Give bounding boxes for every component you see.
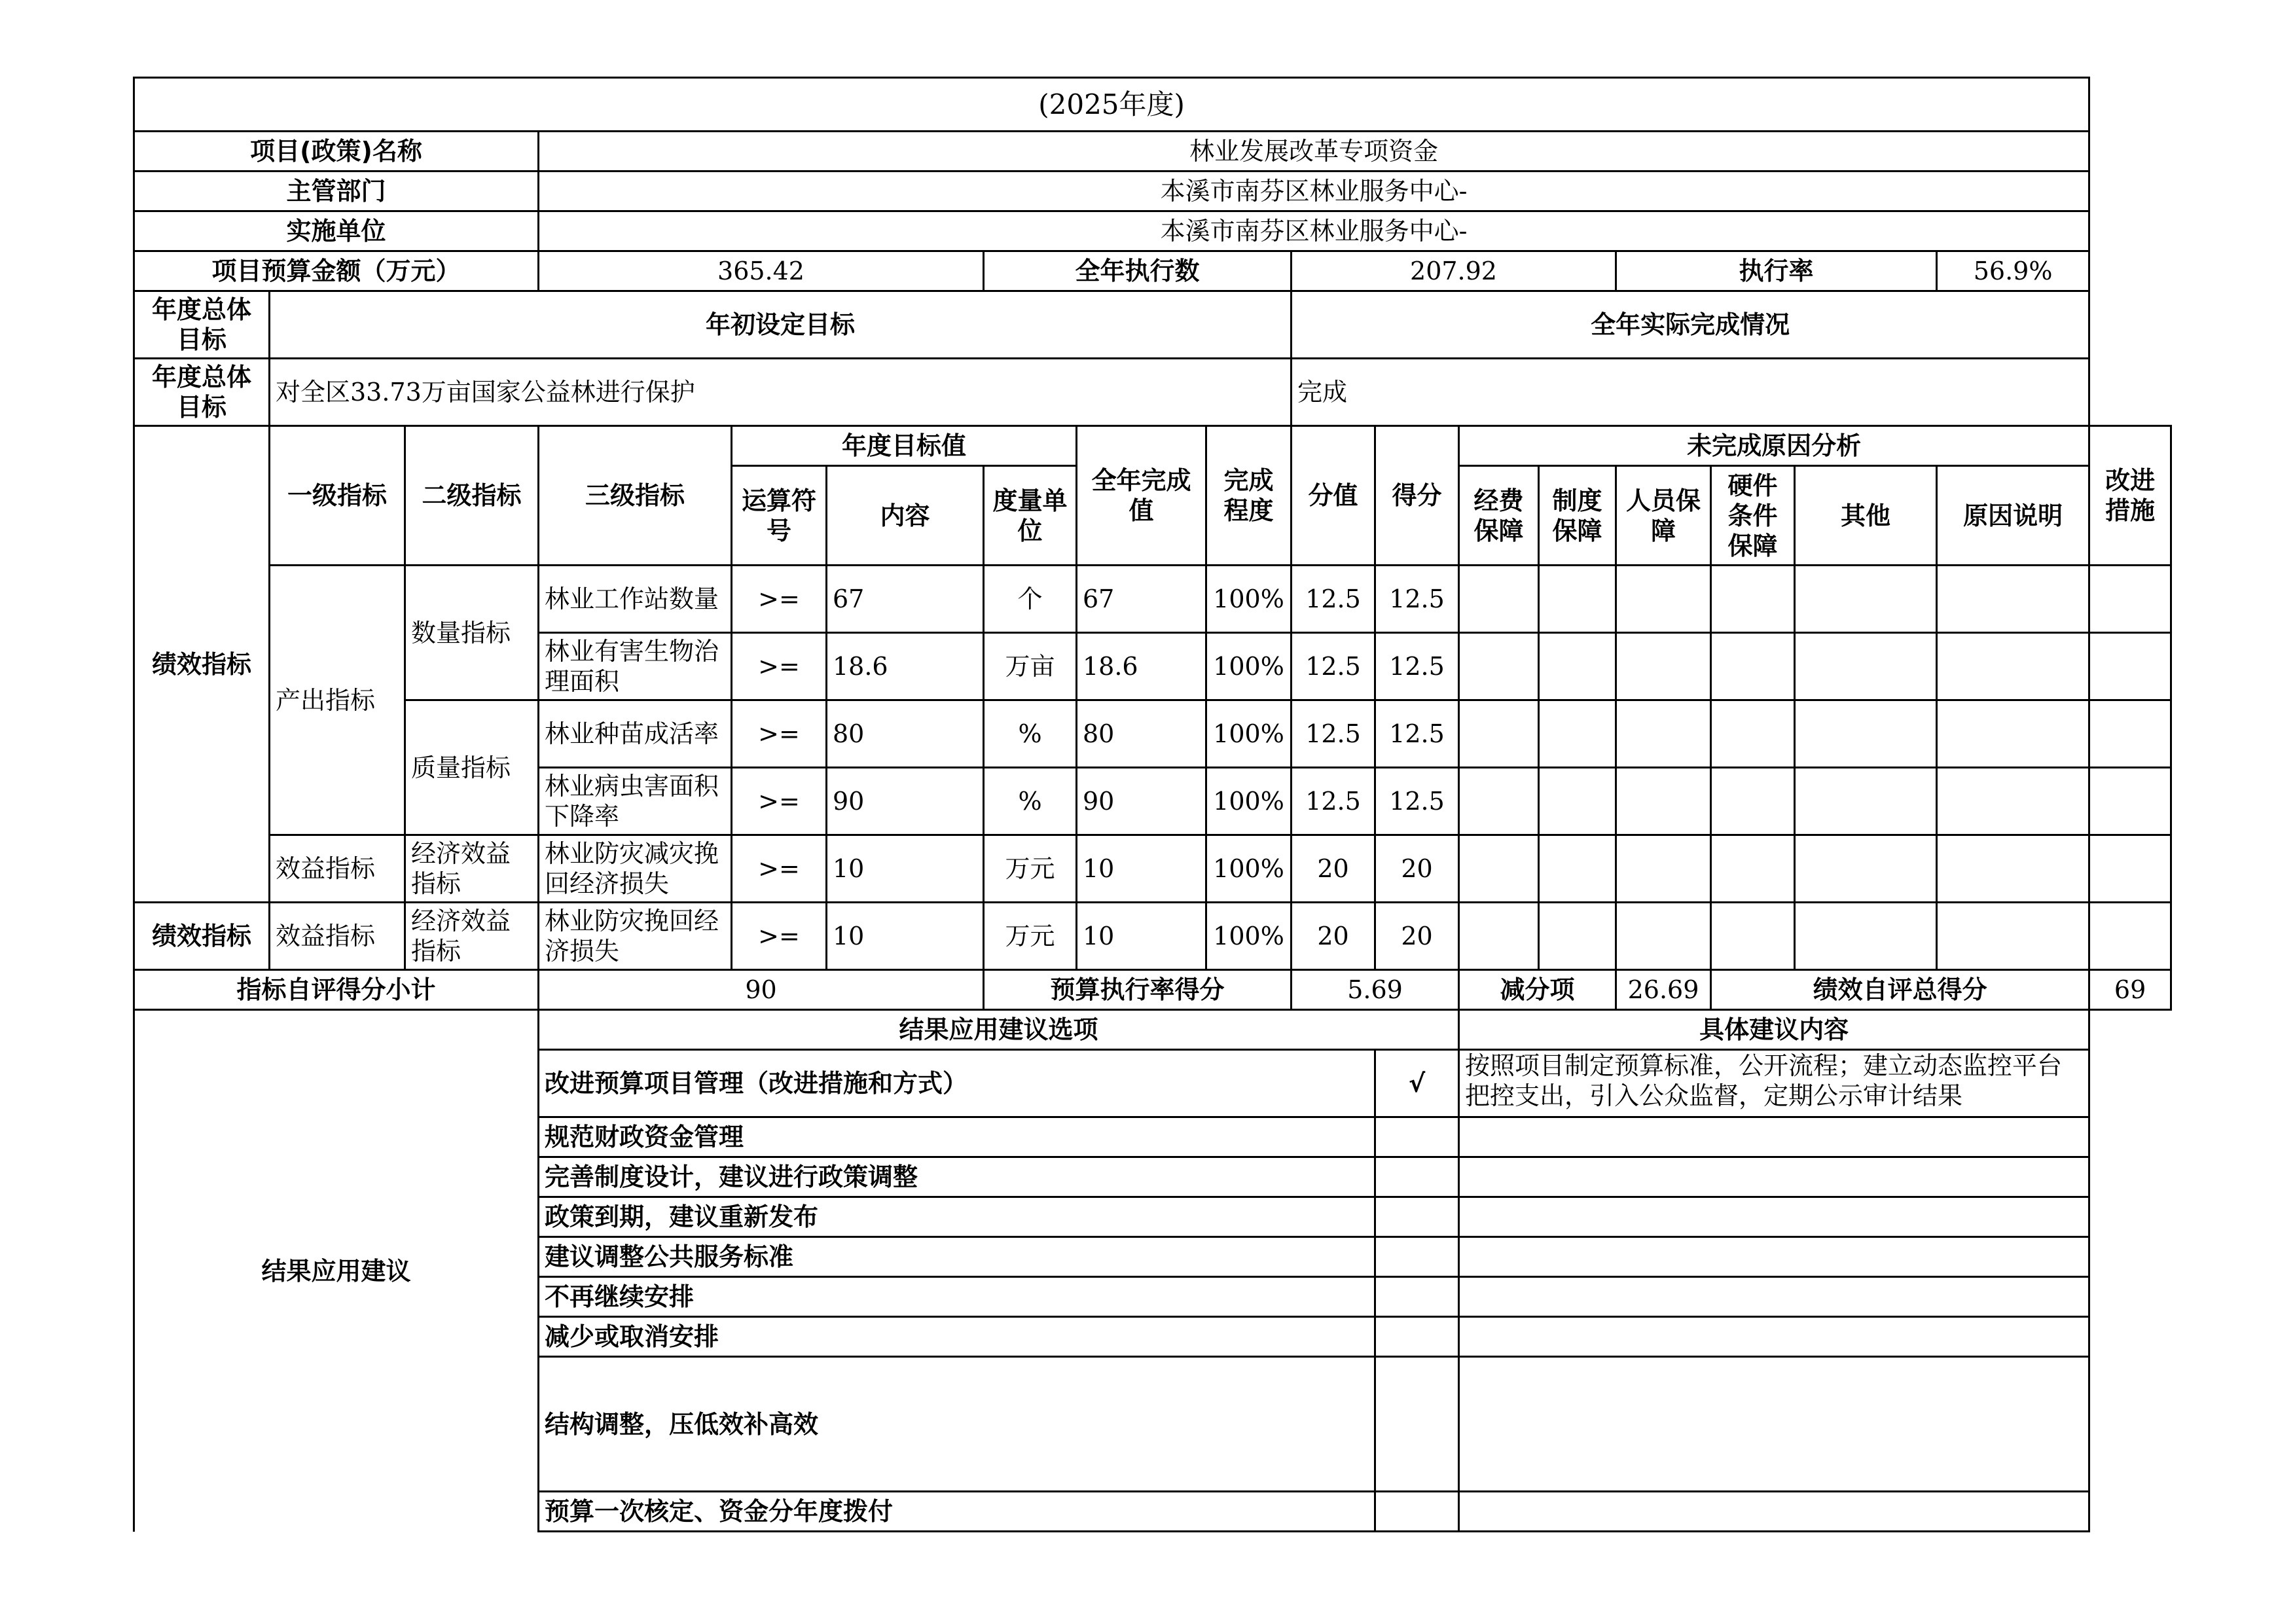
output-indicator-label: 产出指标 [270,566,405,835]
operator-cell: >= [732,835,827,903]
total-score-label: 绩效自评总得分 [1711,970,2089,1010]
empty-cell [1795,835,1937,903]
result-option-detail [1459,1237,2089,1277]
score-value-cell: 12.5 [1292,633,1375,700]
result-option-label: 完善制度设计，建议进行政策调整 [539,1157,1375,1197]
quantity-indicator-label: 数量指标 [405,566,539,700]
level3-cell: 林业防灾挽回经济损失 [539,903,732,970]
result-option-detail [1459,1197,2089,1237]
result-option-label: 政策到期，建议重新发布 [539,1197,1375,1237]
result-option-label: 改进预算项目管理（改进措施和方式） [539,1050,1375,1117]
goal-set-header: 年初设定目标 [270,291,1292,359]
completion-header: 完成程度 [1206,426,1292,566]
unit-cell: % [984,700,1077,768]
level2-header: 二级指标 [405,426,539,566]
empty-cell [2089,566,2171,633]
result-option-check [1375,1157,1459,1197]
empty-cell [1459,566,1539,633]
operator-cell: >= [732,566,827,633]
econ-benefit-label-2: 经济效益指标 [405,903,539,970]
report-year-title: (2025年度) [134,78,2089,132]
empty-cell [1711,768,1795,835]
project-name-value: 林业发展改革专项资金 [539,132,2089,171]
actual-cell: 90 [1077,768,1206,835]
goal-actual-value: 完成 [1292,359,2089,426]
unit-cell: 万亩 [984,633,1077,700]
system-header: 制度保障 [1539,466,1616,566]
result-option-check [1375,1317,1459,1357]
rate-label: 执行率 [1616,251,1937,291]
content-cell: 67 [827,566,984,633]
result-option-label: 结构调整，压低效补高效 [539,1357,1375,1492]
empty-cell [1459,903,1539,970]
level3-header: 三级指标 [539,426,732,566]
result-option-label: 减少或取消安排 [539,1317,1375,1357]
empty-cell [1459,633,1539,700]
empty-cell [1711,835,1795,903]
score-value-cell: 12.5 [1292,768,1375,835]
exec-label: 全年执行数 [984,251,1292,291]
empty-cell [2089,835,2171,903]
unit-cell: 万元 [984,903,1077,970]
score-cell: 20 [1375,903,1459,970]
operator-cell: >= [732,633,827,700]
empty-cell [1711,700,1795,768]
level3-cell: 林业病虫害面积下降率 [539,768,732,835]
content-cell: 18.6 [827,633,984,700]
econ-benefit-label: 经济效益指标 [405,835,539,903]
empty-cell [1539,835,1616,903]
score-cell: 12.5 [1375,566,1459,633]
subtotal-label: 指标自评得分小计 [134,970,539,1010]
perf-indicator-label-2: 绩效指标 [134,903,270,970]
staff-header: 人员保障 [1616,466,1711,566]
empty-cell [1937,835,2089,903]
completion-cell: 100% [1206,768,1292,835]
score-value-header: 分值 [1292,426,1375,566]
result-option-check [1375,1357,1459,1492]
result-option-detail [1459,1157,2089,1197]
empty-cell [1711,566,1795,633]
subtotal-value: 90 [539,970,984,1010]
level1-header: 一级指标 [270,426,405,566]
empty-cell [1616,768,1711,835]
benefit-indicator-label: 效益指标 [270,835,405,903]
rate-value: 56.9% [1937,251,2089,291]
goal-set-value: 对全区33.73万亩国家公益林进行保护 [270,359,1292,426]
empty-cell [1937,566,2089,633]
reason-group-header: 未完成原因分析 [1459,426,2089,466]
results-detail-header: 具体建议内容 [1459,1010,2089,1050]
result-option-check [1375,1492,1459,1532]
content-header: 内容 [827,466,984,566]
empty-cell [1795,700,1937,768]
actual-header: 全年完成值 [1077,426,1206,566]
empty-cell [2089,903,2171,970]
empty-cell [2089,768,2171,835]
funding-header: 经费保障 [1459,466,1539,566]
other-header: 其他 [1795,466,1937,566]
completion-cell: 100% [1206,903,1292,970]
score-cell: 12.5 [1375,768,1459,835]
project-name-label: 项目(政策)名称 [134,132,539,171]
completion-cell: 100% [1206,633,1292,700]
empty-cell [1616,700,1711,768]
quality-indicator-label: 质量指标 [405,700,539,835]
empty-cell [1539,903,1616,970]
improve-header: 改进措施 [2089,426,2171,566]
empty-cell [1937,700,2089,768]
result-option-label: 规范财政资金管理 [539,1117,1375,1157]
completion-cell: 100% [1206,566,1292,633]
result-option-detail [1459,1117,2089,1157]
evaluation-table [133,77,2172,1532]
goal-actual-header: 全年实际完成情况 [1292,291,2089,359]
goal-row-label: 年度总体目标 [134,291,270,359]
operator-header: 运算符号 [732,466,827,566]
level3-cell: 林业有害生物治理面积 [539,633,732,700]
score-header: 得分 [1375,426,1459,566]
result-option-label: 预算一次核定、资金分年度拨付 [539,1492,1375,1532]
perf-indicator-label: 绩效指标 [134,426,270,903]
operator-cell: >= [732,700,827,768]
actual-cell: 10 [1077,903,1206,970]
actual-cell: 10 [1077,835,1206,903]
actual-cell: 18.6 [1077,633,1206,700]
unit-cell: 万元 [984,835,1077,903]
hardware-header: 硬件条件保障 [1711,466,1795,566]
empty-cell [1459,768,1539,835]
completion-cell: 100% [1206,700,1292,768]
unit-header: 度量单位 [984,466,1077,566]
empty-cell [1459,835,1539,903]
empty-cell [1795,633,1937,700]
actual-cell: 67 [1077,566,1206,633]
empty-cell [1459,700,1539,768]
result-option-detail [1459,1317,2089,1357]
empty-cell [1539,768,1616,835]
operator-cell: >= [732,903,827,970]
empty-cell [1539,566,1616,633]
result-option-detail [1459,1277,2089,1317]
unit-cell: % [984,768,1077,835]
level3-cell: 林业防灾减灾挽回经济损失 [539,835,732,903]
score-value-cell: 20 [1292,903,1375,970]
results-options-header: 结果应用建议选项 [539,1010,1459,1050]
deduct-label: 减分项 [1459,970,1616,1010]
performance-evaluation-sheet [133,77,2172,1536]
results-section-label: 结果应用建议 [134,1010,539,1532]
dept-value: 本溪市南芬区林业服务中心- [539,171,2089,211]
empty-cell [1937,633,2089,700]
deduct-value: 26.69 [1616,970,1711,1010]
empty-cell [1795,566,1937,633]
result-option-check [1375,1237,1459,1277]
empty-cell [1711,903,1795,970]
budget-score-value: 5.69 [1292,970,1459,1010]
content-cell: 80 [827,700,984,768]
budget-value: 365.42 [539,251,984,291]
level3-cell: 林业种苗成活率 [539,700,732,768]
result-option-detail: 按照项目制定预算标准，公开流程；建立动态监控平台把控支出，引入公众监督，定期公示审计结果 [1459,1050,2089,1117]
actual-cell: 80 [1077,700,1206,768]
reason-desc-header: 原因说明 [1937,466,2089,566]
exec-value: 207.92 [1292,251,1616,291]
content-cell: 10 [827,835,984,903]
empty-cell [1616,566,1711,633]
score-value-cell: 12.5 [1292,700,1375,768]
empty-cell [1795,903,1937,970]
empty-cell [2089,700,2171,768]
budget-label: 项目预算金额（万元） [134,251,539,291]
score-value-cell: 20 [1292,835,1375,903]
result-option-check: √ [1375,1050,1459,1117]
content-cell: 90 [827,768,984,835]
score-value-cell: 12.5 [1292,566,1375,633]
empty-cell [1616,903,1711,970]
completion-cell: 100% [1206,835,1292,903]
level3-cell: 林业工作站数量 [539,566,732,633]
benefit-indicator-label-2: 效益指标 [270,903,405,970]
empty-cell [1539,700,1616,768]
result-option-check [1375,1117,1459,1157]
content-cell: 10 [827,903,984,970]
target-group-header: 年度目标值 [732,426,1077,466]
budget-score-label: 预算执行率得分 [984,970,1292,1010]
empty-cell [2089,633,2171,700]
goal-row-label-2: 年度总体目标 [134,359,270,426]
empty-cell [1539,633,1616,700]
score-cell: 12.5 [1375,633,1459,700]
result-option-detail [1459,1357,2089,1492]
empty-cell [1795,768,1937,835]
empty-cell [1711,633,1795,700]
total-score-value: 69 [2089,970,2171,1010]
result-option-check [1375,1197,1459,1237]
result-option-label: 建议调整公共服务标准 [539,1237,1375,1277]
impl-unit-value: 本溪市南芬区林业服务中心- [539,211,2089,251]
operator-cell: >= [732,768,827,835]
score-cell: 20 [1375,835,1459,903]
empty-cell [1937,768,2089,835]
dept-label: 主管部门 [134,171,539,211]
empty-cell [1937,903,2089,970]
empty-cell [1616,835,1711,903]
empty-cell [1616,633,1711,700]
score-cell: 12.5 [1375,700,1459,768]
result-option-label: 不再继续安排 [539,1277,1375,1317]
impl-unit-label: 实施单位 [134,211,539,251]
unit-cell: 个 [984,566,1077,633]
result-option-check [1375,1277,1459,1317]
result-option-detail [1459,1492,2089,1532]
